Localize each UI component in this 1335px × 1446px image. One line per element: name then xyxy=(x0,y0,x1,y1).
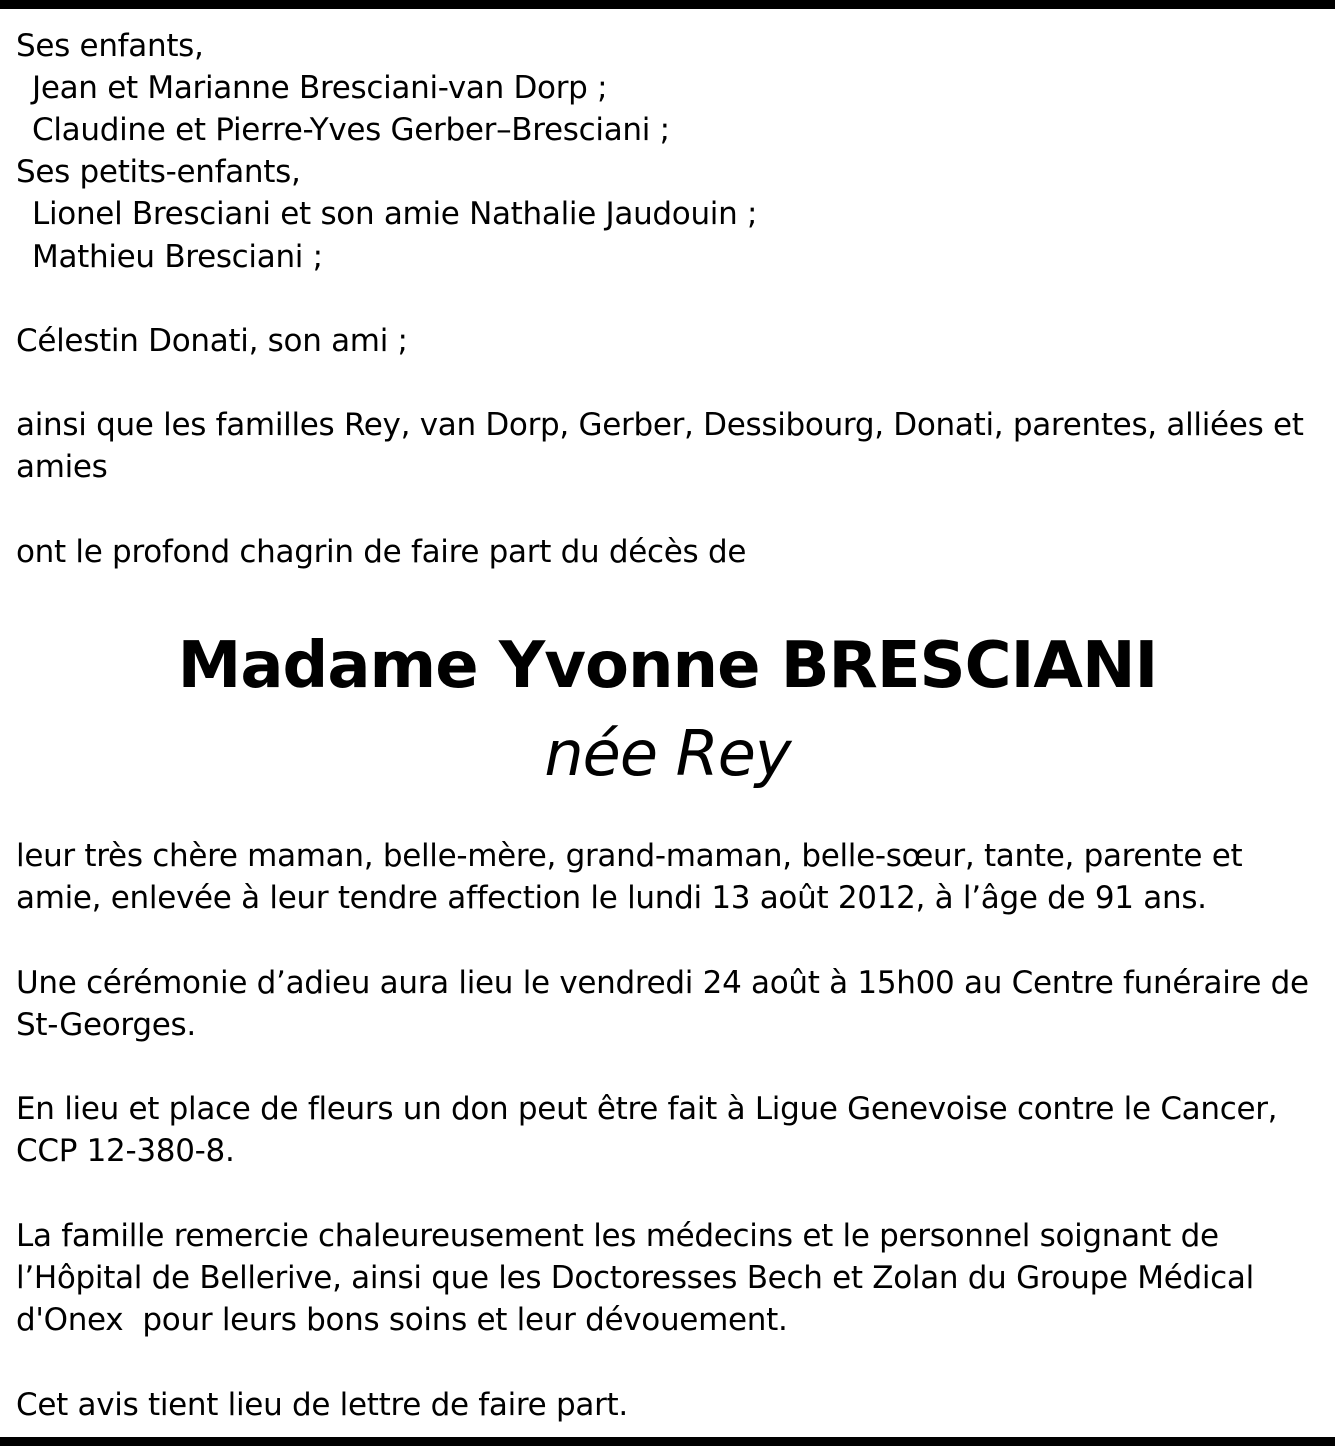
closing-line: Cet avis tient lieu de lettre de faire part. xyxy=(16,1387,628,1423)
child-line: Jean et Marianne Bresciani-van Dorp ; xyxy=(32,70,608,106)
tribute-line: amie, enlevée à leur tendre affection le lundi 13 août 2012, à l’âge de 91 ans. xyxy=(16,880,1207,916)
thanks-line: La famille remercie chaleureusement les médecins et le personnel soignant de xyxy=(16,1218,1219,1254)
child-line: Claudine et Pierre-Yves Gerber–Bresciani ; xyxy=(32,112,670,148)
friend-line: Célestin Donati, son ami ; xyxy=(16,323,408,359)
grandchildren-heading: Ses petits-enfants, xyxy=(16,154,301,190)
donation-line: CCP 12-380-8. xyxy=(16,1133,235,1169)
children-heading: Ses enfants, xyxy=(16,28,204,64)
families-line: ainsi que les familles Rey, van Dorp, Gerber, Dessibourg, Donati, parentes, alliées et xyxy=(16,407,1304,443)
announcement-line: ont le profond chagrin de faire part du décès de xyxy=(16,534,747,570)
donation-line: En lieu et place de fleurs un don peut être fait à Ligue Genevoise contre le Cancer, xyxy=(16,1091,1278,1127)
grandchild-line: Lionel Bresciani et son amie Nathalie Jaudouin ; xyxy=(32,196,758,232)
maiden-name: née Rey xyxy=(544,717,791,790)
grandchild-line: Mathieu Bresciani ; xyxy=(32,239,323,275)
tribute-line: leur très chère maman, belle-mère, grand-maman, belle-sœur, tante, parente et xyxy=(16,838,1243,874)
thanks-line: l’Hôpital de Bellerive, ainsi que les Doctoresses Bech et Zolan du Groupe Médical xyxy=(16,1260,1254,1296)
families-line: amies xyxy=(16,449,108,485)
top-border-rule xyxy=(0,0,1335,9)
ceremony-line: St-Georges. xyxy=(16,1007,196,1043)
bottom-border-rule xyxy=(0,1437,1335,1446)
thanks-line: d'Onex pour leurs bons soins et leur dévouement. xyxy=(16,1302,788,1338)
ceremony-line: Une cérémonie d’adieu aura lieu le vendredi 24 août à 15h00 au Centre funéraire de xyxy=(16,965,1309,1001)
deceased-name: Madame Yvonne BRESCIANI xyxy=(177,629,1158,703)
